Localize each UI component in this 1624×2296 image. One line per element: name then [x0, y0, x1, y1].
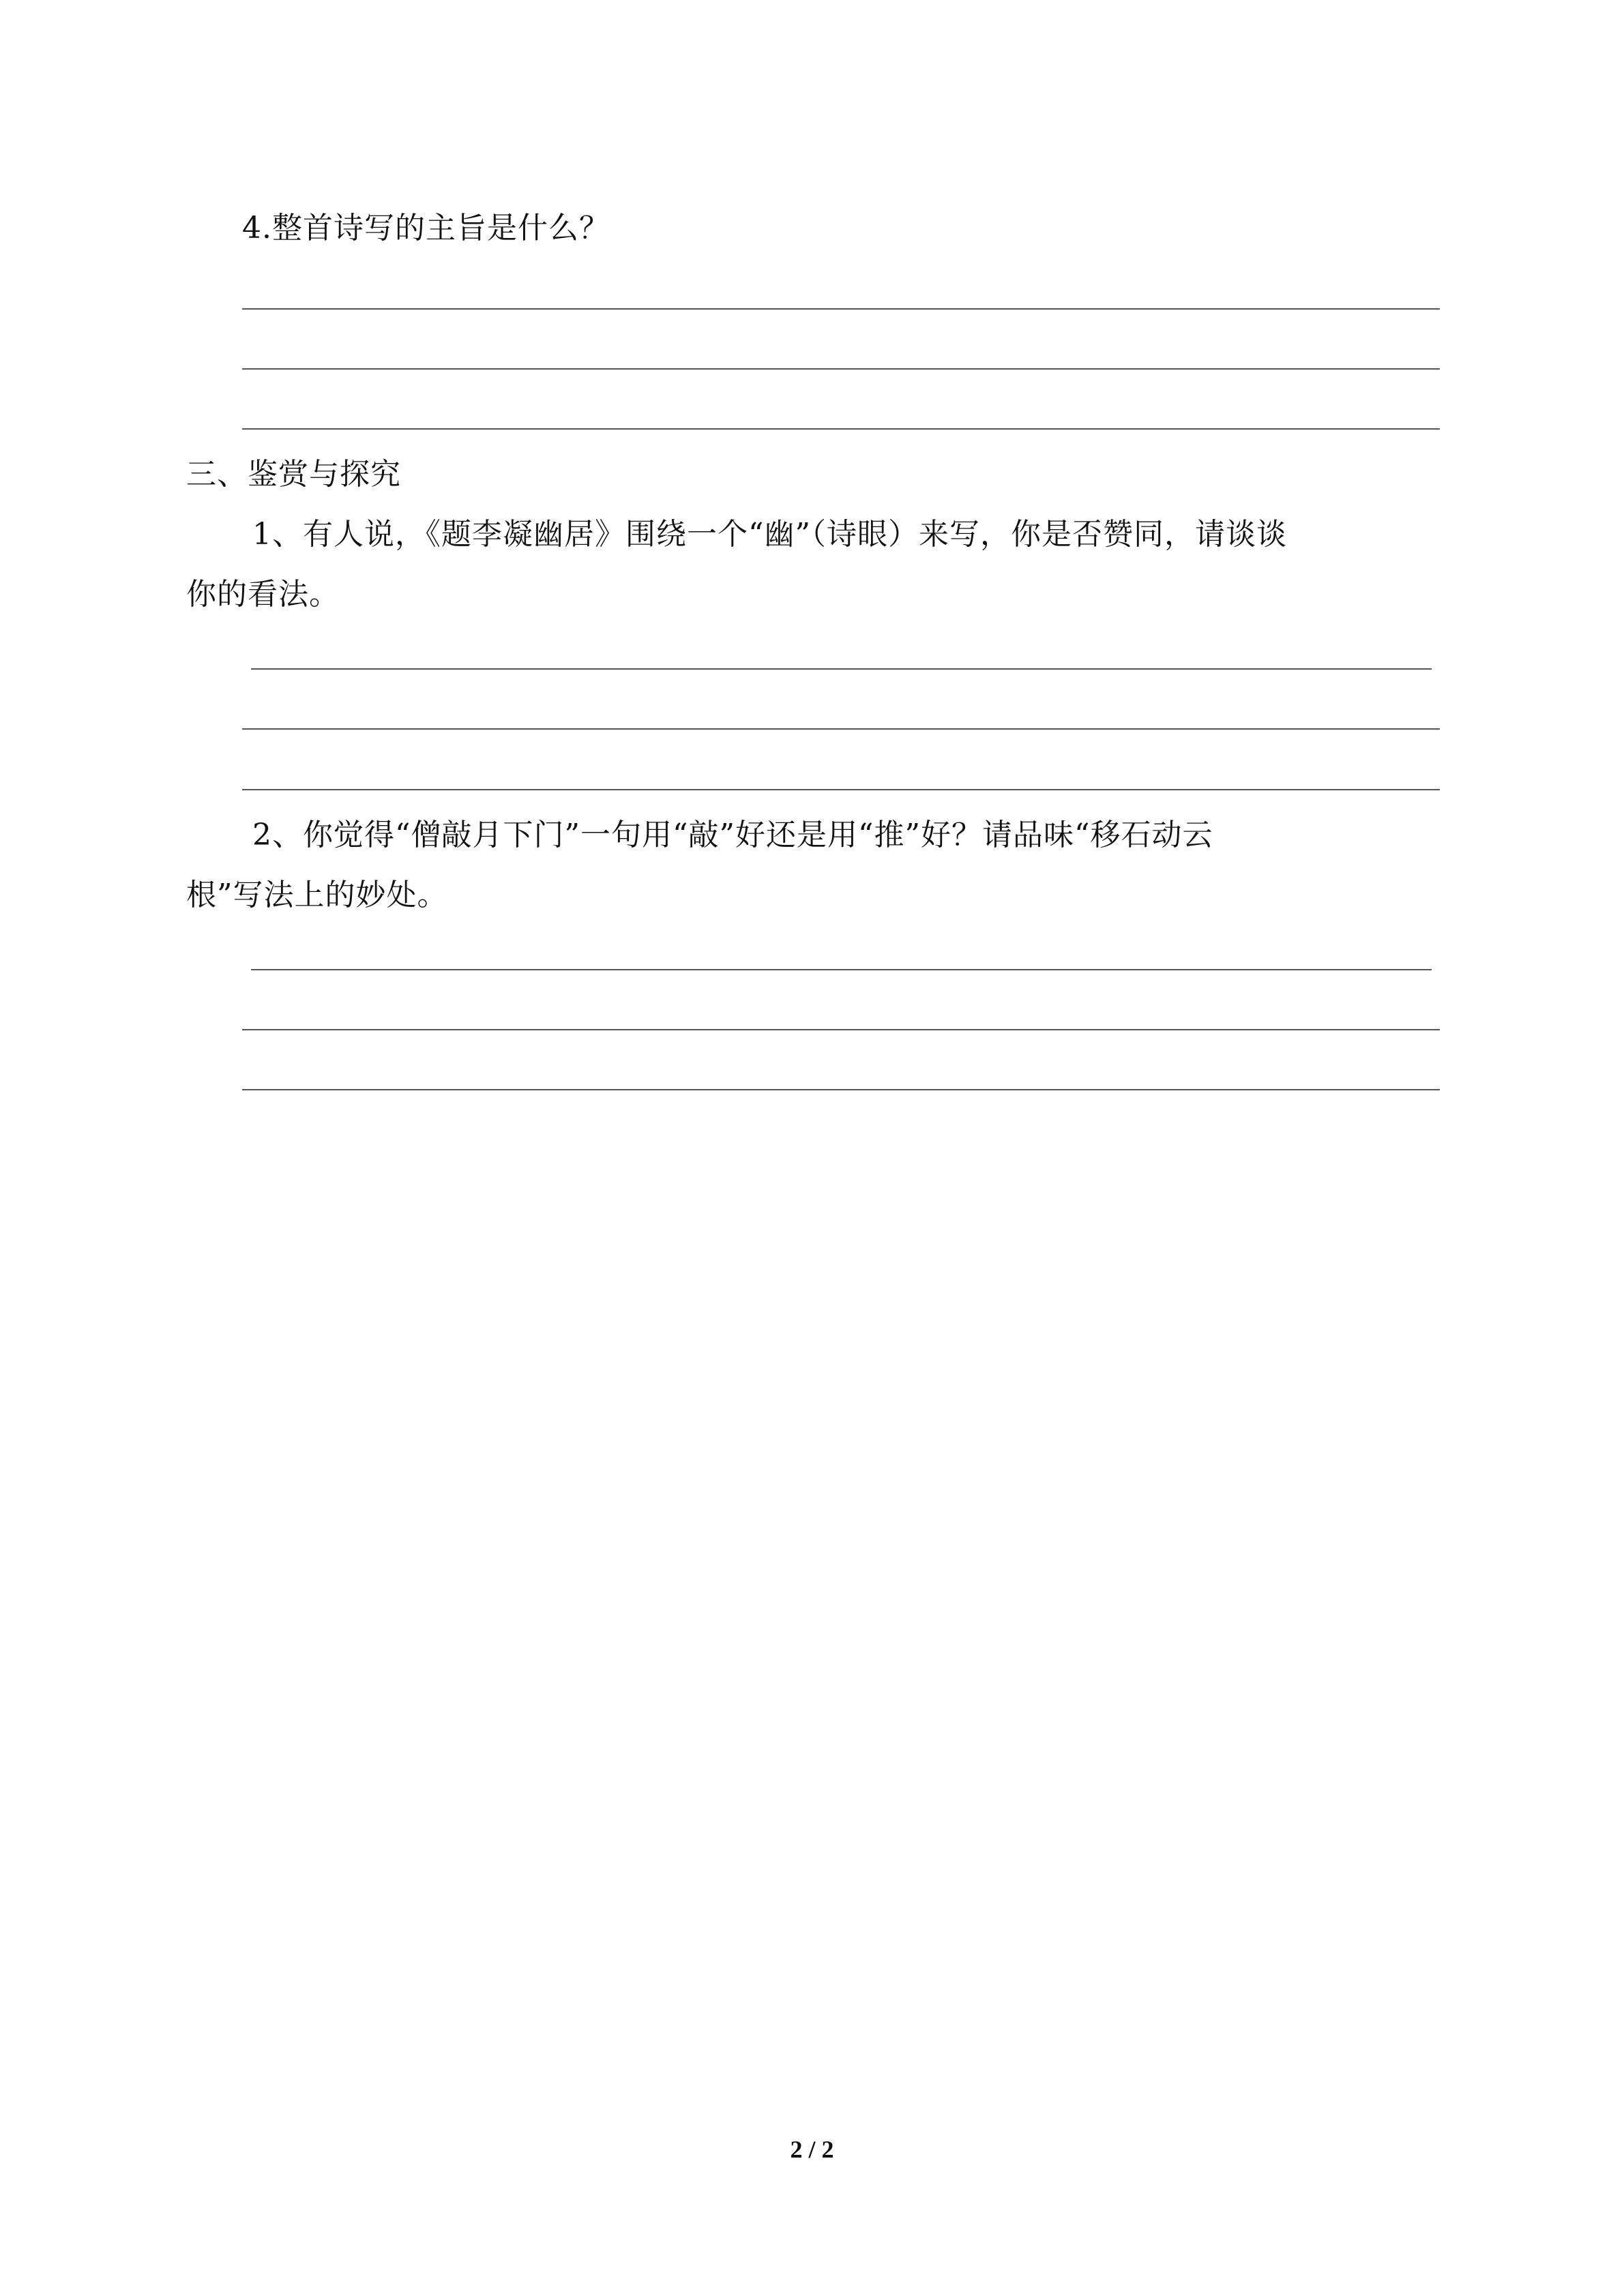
section3-question-1-line-2: 你的看法。 — [186, 577, 340, 612]
question-4-text: 4.整首诗写的主旨是什么？ — [242, 211, 610, 245]
answer-line — [242, 308, 1440, 310]
section-heading: 三、鉴赏与探究 — [186, 457, 401, 492]
page-number: 2 / 2 — [790, 2136, 834, 2163]
answer-line — [242, 1089, 1440, 1090]
answer-line — [242, 728, 1440, 730]
answer-line — [242, 1029, 1440, 1030]
answer-line — [242, 789, 1440, 790]
section3-question-2-line-2: 根”写法上的妙处。 — [186, 878, 448, 912]
answer-line — [251, 969, 1432, 970]
answer-line — [242, 368, 1440, 370]
answer-line — [251, 668, 1432, 670]
section3-question-1-line-1: 1、有人说，《题李凝幽居》围绕一个“幽”（诗眼）来写，你是否赞同，请谈谈 — [252, 517, 1287, 552]
answer-line — [242, 428, 1440, 430]
section3-question-2-line-1: 2、你觉得“僧敲月下门”一句用“敲”好还是用“推”好？请品味“移石动云 — [252, 818, 1213, 852]
